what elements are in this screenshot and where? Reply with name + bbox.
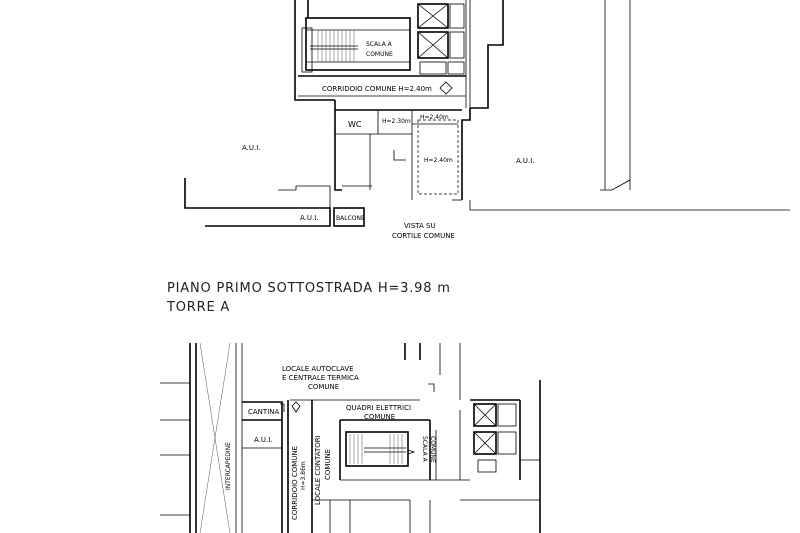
lower-floor-plan [160, 343, 540, 533]
h240-mid-label: H=2.40m [424, 157, 453, 164]
plan-title: PIANO PRIMO SOTTOSTRADA H=3.98 m [167, 281, 451, 296]
h240-top-label: H=2.40m [420, 114, 449, 121]
plan-subtitle: TORRE A [167, 300, 231, 315]
aui-left-label: A.U.I. [242, 144, 261, 152]
lower-elevators [474, 404, 516, 472]
upper-stair-label-1: SCALA A [366, 41, 392, 48]
quadri-label-1: QUADRI ELETTRICI [346, 404, 412, 412]
vista-label-1: VISTA SU [404, 222, 436, 230]
upper-stair-label-2: COMUNE [366, 51, 393, 58]
corridoio-label-2: H=3.86m [300, 461, 307, 490]
vista-label-2: CORTILE COMUNE [392, 232, 455, 240]
stair-steps [310, 30, 358, 62]
balcone-label: BALCONE [336, 215, 365, 222]
upper-corridor-label: CORRIDOIO COMUNE H=2.40m [322, 85, 432, 93]
aui-right-label: A.U.I. [516, 157, 535, 165]
autoclave-label-2: E CENTRALE TERMICA [282, 374, 359, 382]
aui-bottom-label: A.U.I. [300, 214, 319, 222]
elevator-shafts [418, 4, 464, 74]
intercapedine-label: INTERCAPEDINE [225, 442, 232, 490]
contatori-label-2: COMUNE [324, 448, 332, 480]
upper-floor-plan [185, 0, 790, 240]
h230-label: H=2.30m [382, 118, 411, 125]
lower-stair-label-2: COMUNE [429, 436, 436, 463]
contatori-label-1: LOCALE CONTATORI [314, 435, 322, 505]
autoclave-label-1: LOCALE AUTOCLAVE [282, 365, 354, 373]
corridoio-label-1: CORRIDOIO COMUNE [291, 445, 299, 520]
lower-stair-label-1: SCALA A [421, 436, 428, 462]
autoclave-label-3: COMUNE [308, 383, 340, 391]
quadri-label-2: COMUNE [364, 413, 396, 421]
lower-aui-label: A.U.I. [254, 436, 273, 444]
cantina-label: CANTINA [248, 408, 280, 416]
wc-label: WC [348, 120, 362, 129]
lower-stair-steps [350, 434, 402, 464]
